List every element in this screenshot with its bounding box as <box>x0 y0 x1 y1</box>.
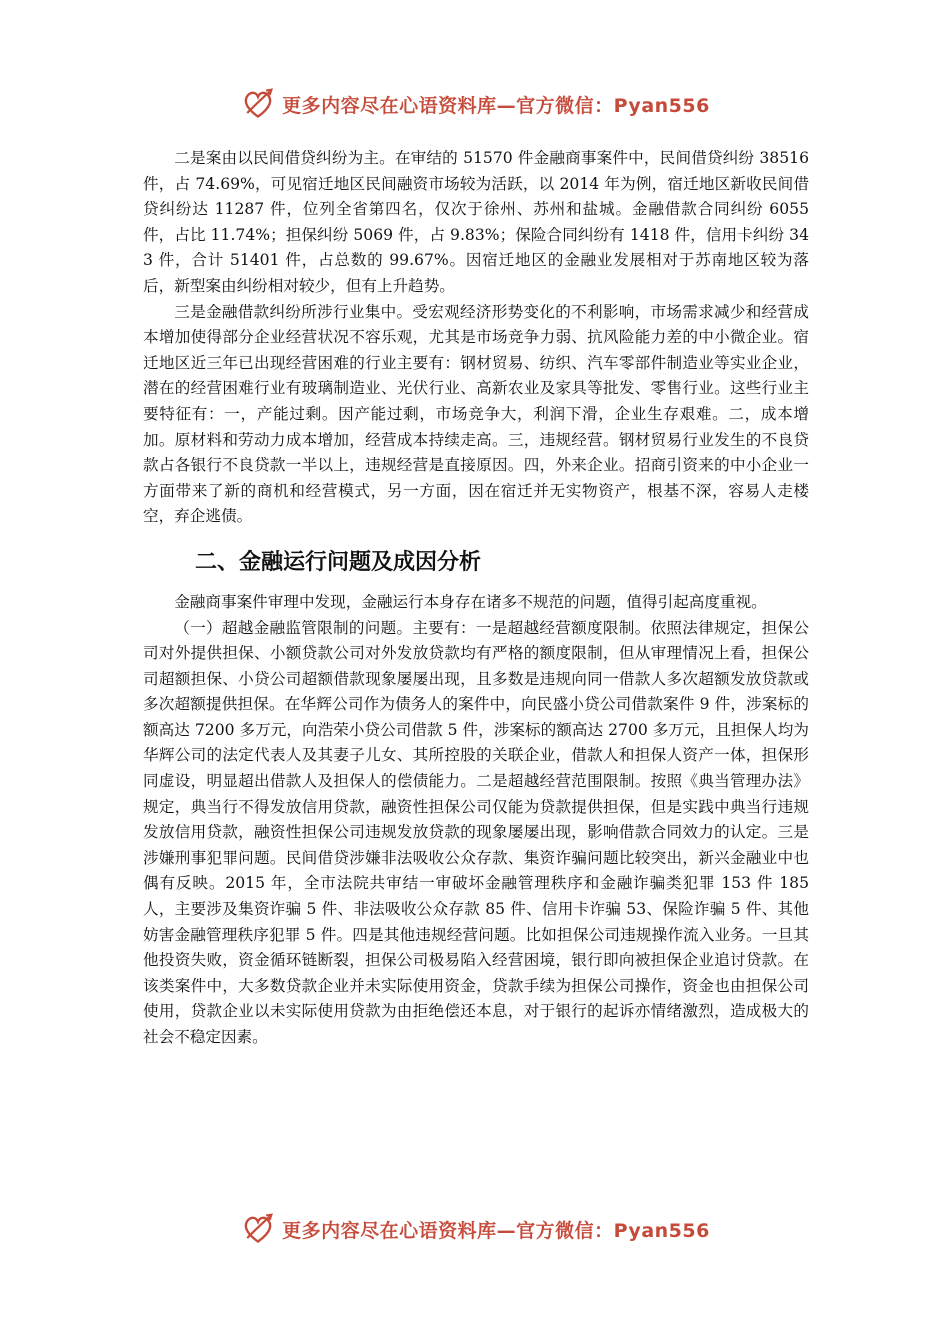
section-heading: 二、金融运行问题及成因分析 <box>195 549 482 575</box>
paragraph-regulatory-limits <box>143 616 809 1051</box>
paragraph-lead: （一）超越金融监管限制的问题。 <box>174 618 413 637</box>
paragraph-lead: 三是金融借款纠纷所涉行业集中。 <box>174 302 413 321</box>
paragraph-text: 受宏观经济形势变化的不利影响，市场需求减少和经营成本增加使得部分企业经营状况不容乐观，尤其是市场竞争力弱、抗风险能力差的中小微企业。宿迁地区近三年已出现经营困难的行业主要有：钢材贸易、纺织、汽车零部件制造业等实业企业，潜在的经营困难行业有玻璃制造业、光伏行业、高新农业及家具等批发、零售行业。这些行业主要特征有：一，产能过剩。因产能过剩，市场竞争大，利润下滑，企业生存艰难。二，成本增加。原材料和劳动力成本增加，经营成本持续走高。三，违规经营。钢材贸易行业发生的不良贷款占各银行不良贷款一半以上，违规经营是直接原因。四，外来企业。招商引资来的中小企业一方面带来了新的商机和经营模式，另一方面，因在宿迁并无实物资产，根基不深，容易人走楼空，弃企逃债。 <box>143 302 809 526</box>
heart-logo-icon <box>240 1211 276 1247</box>
paragraph-industry-concentration <box>143 300 809 530</box>
paragraph-text: 主要有：一是超越经营额度限制。依照法律规定，担保公司对外提供担保、小额贷款公司对外发放贷款均有严格的额度限制，但从审理情况上看，担保公司超额担保、小贷公司超额借款现象屡屡出现，且多数是违规向同一借款人多次超额发放贷款或多次超额提供担保。在华辉公司作为债务人的案件中，向民盛小贷公司借款案件 9 件，涉案标的额高达 7200 多万元，向浩荣小贷公司借款 5 件，涉案标的额高达 2700 多万元，且担保人均为华辉公司的法定代表人及其妻子儿女、其所控股的关联企业，借款人和担保人资产一体，担保形同虚设，明显超出借款人及担保人的偿债能力。二是超越经营范围限制。按照《典当管理办法》规定，典当行不得发放信用贷款，融资性担保公司仅能为贷款提供担保，但是实践中典当行违规发放信用贷款，融资性担保公司违规发放贷款的现象屡屡出现，影响借款合同效力的认定。三是涉嫌刑事犯罪问题。民间借贷涉嫌非法吸收公众存款、集资诈骗问题比较突出，新兴金融业中也偶有反映。2015 年，全市法院共审结一审破坏金融管理秩序和金融诈骗类犯罪 153 件 185 人，主要涉及集资诈骗 5 件、非法吸收公众存款 85 件、信用卡诈骗 53、保险诈骗 5 件、其他妨害金融管理秩序犯罪 5 件。四是其他违规经营问题。比如担保公司违规操作流入业务。一旦其他投资失败，资金循环链断裂，担保公司极易陷入经营困境，银行即向被担保企业追讨贷款。在该类案件中，大多数贷款企业并未实际使用资金，贷款手续为担保公司操作，资金也由担保公司使用，贷款企业以未实际使用贷款为由拒绝偿还本息，对于银行的起诉亦情绪激烈，造成极大的社会不稳定因素。 <box>143 618 809 1046</box>
footer-watermark-banner <box>0 1209 950 1249</box>
paragraph-loan-disputes <box>143 146 809 300</box>
header-watermark-banner <box>0 84 950 124</box>
watermark-text: 更多内容尽在心语资料库—官方微信：Pyan556 <box>282 1219 710 1242</box>
paragraph-lead: 二是案由以民间借贷纠纷为主。 <box>174 149 395 167</box>
document-body <box>143 146 809 1051</box>
paragraph-section-intro: 金融商事案件审理中发现，金融运行本身存在诸多不规范的问题，值得引起高度重视。 <box>174 592 767 611</box>
heart-logo-icon <box>240 86 276 122</box>
paragraph-text: 在审结的 51570 件金融商事案件中，民间借贷纠纷 38516 件，占 74.69%，可见宿迁地区民间融资市场较为活跃，以 2014 年为例，宿迁地区新收民间借贷纠纷达 11287 件，位列全省第四名，仅次于徐州、苏州和盐城。金融借款合同纠纷 6055 件，占比 11.74%；担保纠纷 5069 件，占 9.83%；保险合同纠纷有 1418 件，信用卡纠纷 343 件，合计 51401 件，占总数的 99.67%。因宿迁地区的金融业发展相对于苏南地区较为落后，新型案由纠纷相对较少，但有上升趋势。 <box>143 149 809 295</box>
watermark-text: 更多内容尽在心语资料库—官方微信：Pyan556 <box>282 94 710 117</box>
